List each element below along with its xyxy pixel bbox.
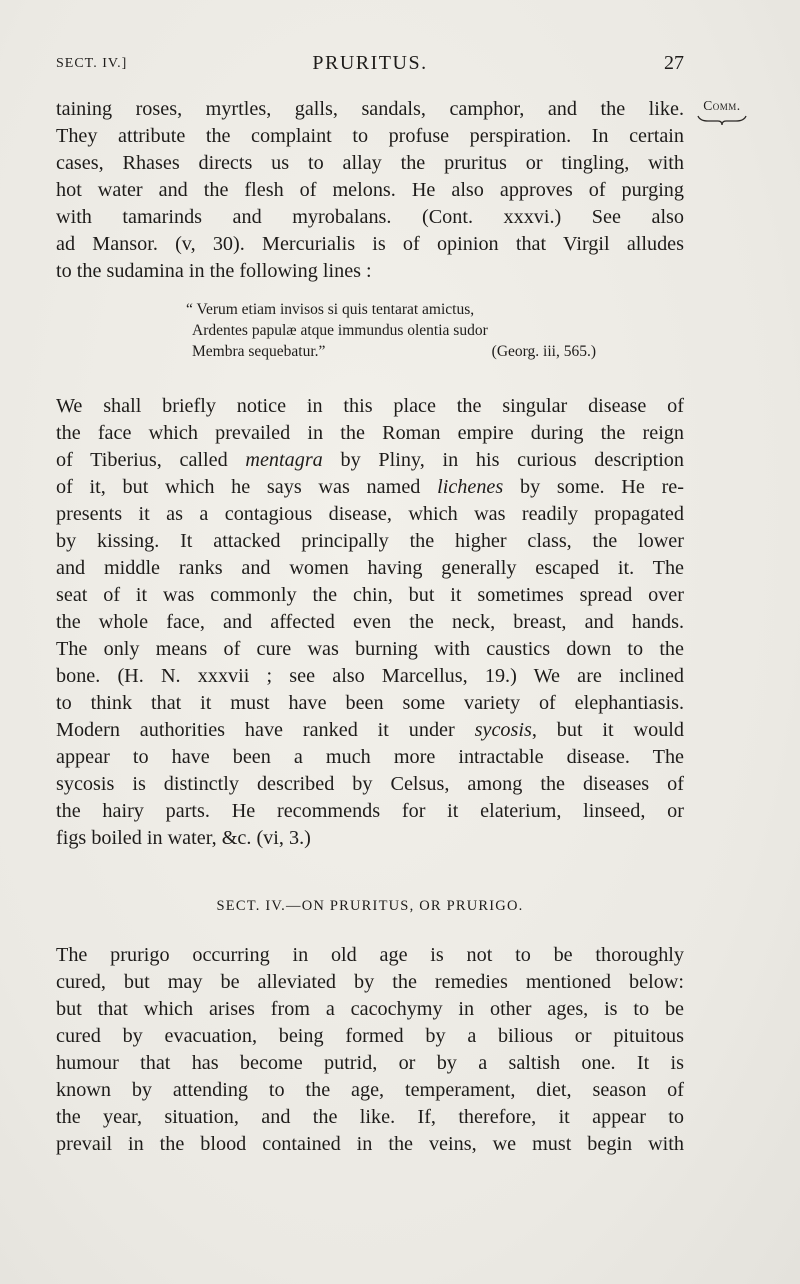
text-run: The only means of cure was burning with caustics down to the (56, 638, 684, 660)
text-line (56, 825, 684, 852)
text-run: and middle ranks and women having generally escaped it. The (56, 557, 684, 579)
text-run: presents it as a contagious disease, which was readily propagated (56, 503, 684, 525)
italic-term: lichenes (437, 476, 504, 498)
paragraph-2 (56, 393, 684, 852)
text-line: the year, situation, and the like. If, therefore, it appear to (56, 1106, 684, 1128)
text-line: known by attending to the age, temperament, diet, season of (56, 1079, 684, 1101)
text-line: with tamarinds and myrobalans. (Cont. xxxvi.) See also (56, 206, 684, 228)
brace-icon (696, 114, 748, 126)
text-run: bone. (H. N. xxxvii ; see also Marcellus, 19.) We are inclined (56, 665, 684, 687)
text-run: sycosis is distinctly described by Celsus, among the diseases of (56, 773, 684, 795)
text-line: cases, Rhases directs us to allay the pruritus or tingling, with (56, 152, 684, 174)
text-line (56, 636, 684, 663)
text-run: of it, but which he says was named (56, 476, 438, 498)
italic-term: mentagra (245, 449, 323, 471)
text-line (56, 474, 684, 501)
text-run: by Pliny, in his curious description (322, 449, 684, 471)
text-line: taining roses, myrtles, galls, sandals, camphor, and the like. (56, 98, 684, 120)
text-run: to think that it must have been some variety of elephantiasis. (56, 692, 684, 714)
section-label: SECT. IV.] (56, 56, 128, 71)
text-run: seat of it was commonly the chin, but it sometimes spread over (56, 584, 684, 606)
running-header (56, 50, 684, 80)
text-line (56, 447, 684, 474)
text-line: prevail in the blood contained in the veins, we must begin with (56, 1133, 684, 1155)
text-line (56, 501, 684, 528)
text-line (56, 609, 684, 636)
text-run: We shall briefly notice in this place the singular disease of (56, 395, 684, 417)
text-run: figs boiled in water, &c. (vi, 3.) (56, 827, 311, 849)
latin-quotation (186, 299, 596, 362)
text-line (56, 420, 684, 447)
text-run: the whole face, and affected even the neck, breast, and hands. (56, 611, 684, 633)
text-line (56, 582, 684, 609)
text-line: cured, but may be alleviated by the remedies mentioned below: (56, 971, 684, 993)
text-line: cured by evacuation, being formed by a bilious or pituitous (56, 1025, 684, 1047)
text-line: humour that has become putrid, or by a saltish one. It is (56, 1052, 684, 1074)
text-line (56, 744, 684, 771)
text-line (56, 663, 684, 690)
text-line: ad Mansor. (v, 30). Mercurialis is of opinion that Virgil alludes (56, 233, 684, 255)
quote-line: “ Verum etiam invisos si quis tentarat amictus, (186, 301, 475, 318)
quote-reference: (Georg. iii, 565.) (491, 343, 596, 360)
page-number: 27 (664, 52, 684, 74)
text-line (56, 717, 684, 744)
text-run: by some. He re- (503, 476, 684, 498)
text-line (56, 555, 684, 582)
text-line: The prurigo occurring in old age is not to be thoroughly (56, 944, 684, 966)
paragraph-1 (56, 96, 684, 285)
text-line (56, 798, 684, 825)
italic-term: sycosis (474, 719, 532, 741)
running-title: PRURITUS. (312, 52, 428, 74)
section-heading: SECT. IV.—ON PRURITUS, OR PRURIGO. (216, 898, 524, 914)
text-run: , but it would (531, 719, 684, 741)
margin-note-label: Comm. (703, 98, 741, 113)
text-run: of Tiberius, called (56, 449, 246, 471)
paragraph-3 (56, 942, 684, 1158)
text-run: the hairy parts. He recommends for it elaterium, linseed, or (56, 800, 684, 822)
text-line: to the sudamina in the following lines : (56, 260, 372, 282)
text-line: They attribute the complaint to profuse perspiration. In certain (56, 125, 684, 147)
text-line (56, 690, 684, 717)
text-run: by kissing. It attacked principally the higher class, the lower (56, 530, 684, 552)
text-line (56, 771, 684, 798)
text-line: hot water and the flesh of melons. He also approves of purging (56, 179, 684, 201)
text-line: but that which arises from a cacochymy in other ages, is to be (56, 998, 684, 1020)
quote-line (186, 341, 596, 362)
margin-note (690, 98, 754, 126)
quote-line: Ardentes papulæ atque immundus olentia sudor (192, 322, 488, 339)
text-run: the face which prevailed in the Roman empire during the reign (56, 422, 684, 444)
text-line (56, 393, 684, 420)
text-run: Modern authorities have ranked it under (56, 719, 475, 741)
text-line (56, 528, 684, 555)
text-run: appear to have been a much more intractable disease. The (56, 746, 684, 768)
quote-line-text: Membra sequebatur.” (192, 343, 326, 360)
